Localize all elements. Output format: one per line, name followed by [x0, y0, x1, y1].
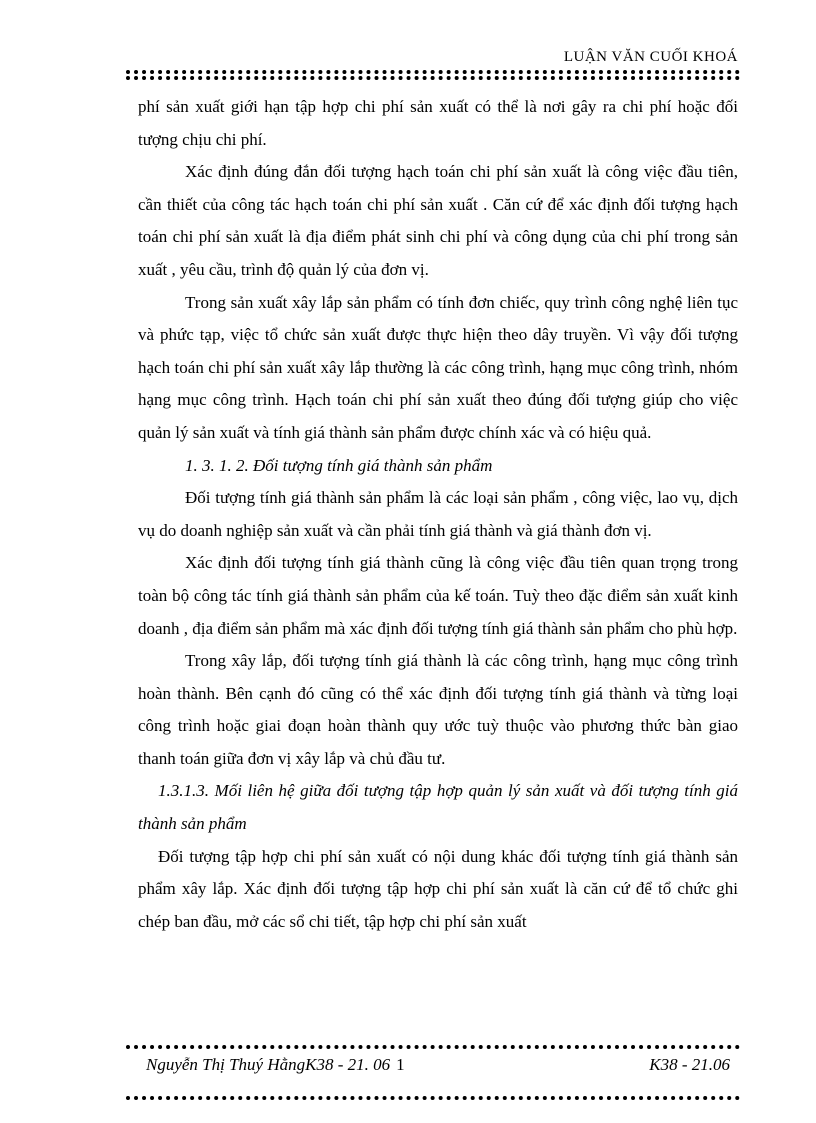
document-body: [138, 91, 738, 938]
footer-class-code: K38 - 21.06: [649, 1055, 730, 1074]
header-title: LUẬN VĂN CUỐI KHOÁ: [563, 49, 738, 65]
footer-divider-bottom: [126, 1096, 740, 1100]
header-divider-top: [126, 70, 740, 74]
paragraph: Xác định đúng đắn đối tượng hạch toán chi phí sản xuất là công việc đầu tiên, cần thiết của công tác hạch toán chi phí sản xuất . Căn cứ để xác định đối tượng hạch toán chi phí sản xuất là địa điểm phát sinh chi phí và công dụng của chi phí trong sản xuất , yêu cầu, trình độ quản lý của đơn vị.: [138, 162, 738, 279]
paragraph: Đối tượng tập hợp chi phí sản xuất có nội dung khác đối tượng tính giá thành sản phẩm xây lắp. Xác định đối tượng tập hợp chi phí sản xuất là căn cứ để tổ chức ghi chép ban đầu, mở các sổ chi tiết, tập hợp chi phí sản xuất: [138, 846, 738, 931]
paragraph: Xác định đối tượng tính giá thành cũng là công việc đầu tiên quan trọng trong toàn bộ công tác tính giá thành sản phẩm của kế toán. Tuỳ theo đặc điểm sản xuất kinh doanh , địa điểm sản phẩm mà xác định đối tượng tính giá thành sản phẩm cho phù hợp.: [138, 553, 738, 638]
paragraph: Trong sản xuất xây lắp sản phẩm có tính đơn chiếc, quy trình công nghệ liên tục và phức tạp, việc tổ chức sản xuất được thực hiện theo dây truyền. Vì vậy đối tượng hạch toán chi phí sản xuất xây lắp thường là các công trình, hạng mục công trình, nhóm hạng mục công trình. Hạch toán chi phí sản xuất theo đúng đối tượng giúp cho việc quản lý sản xuất và tính giá thành sản phẩm được chính xác và có hiệu quả.: [138, 292, 738, 442]
paragraph: Đối tượng tính giá thành sản phẩm là các loại sản phẩm , công việc, lao vụ, dịch vụ do doanh nghiệp sản xuất và cần phải tính giá thành và giá thành đơn vị.: [138, 488, 738, 540]
header-divider-bottom: [126, 76, 740, 80]
section-heading: 1. 3. 1. 2. Đối tượng tính giá thành sản phẩm: [185, 455, 493, 475]
paragraph: phí sản xuất giới hạn tập hợp chi phí sản xuất có thể là nơi gây ra chi phí hoặc đối tượng chịu chi phí.: [138, 97, 738, 149]
page-number: 1: [396, 1055, 405, 1074]
footer-divider-top: [126, 1045, 740, 1049]
paragraph: Trong xây lắp, đối tượng tính giá thành là các công trình, hạng mục công trình hoàn thành. Bên cạnh đó cũng có thể xác định đối tượng tính giá thành và từng loại công trình hoặc giai đoạn hoàn thành quy ước tuỳ thuộc vào phương thức bàn giao thanh toán giữa đơn vị xây lắp và chủ đầu tư.: [138, 651, 738, 768]
footer-author: Nguyễn Thị Thuý HằngK38 - 21. 06: [146, 1055, 391, 1074]
footer-left: [146, 1055, 405, 1075]
section-heading: 1.3.1.3. Mối liên hệ giữa đối tượng tập hợp quản lý sản xuất và đối tượng tính giá thành sản phẩm: [138, 781, 738, 834]
